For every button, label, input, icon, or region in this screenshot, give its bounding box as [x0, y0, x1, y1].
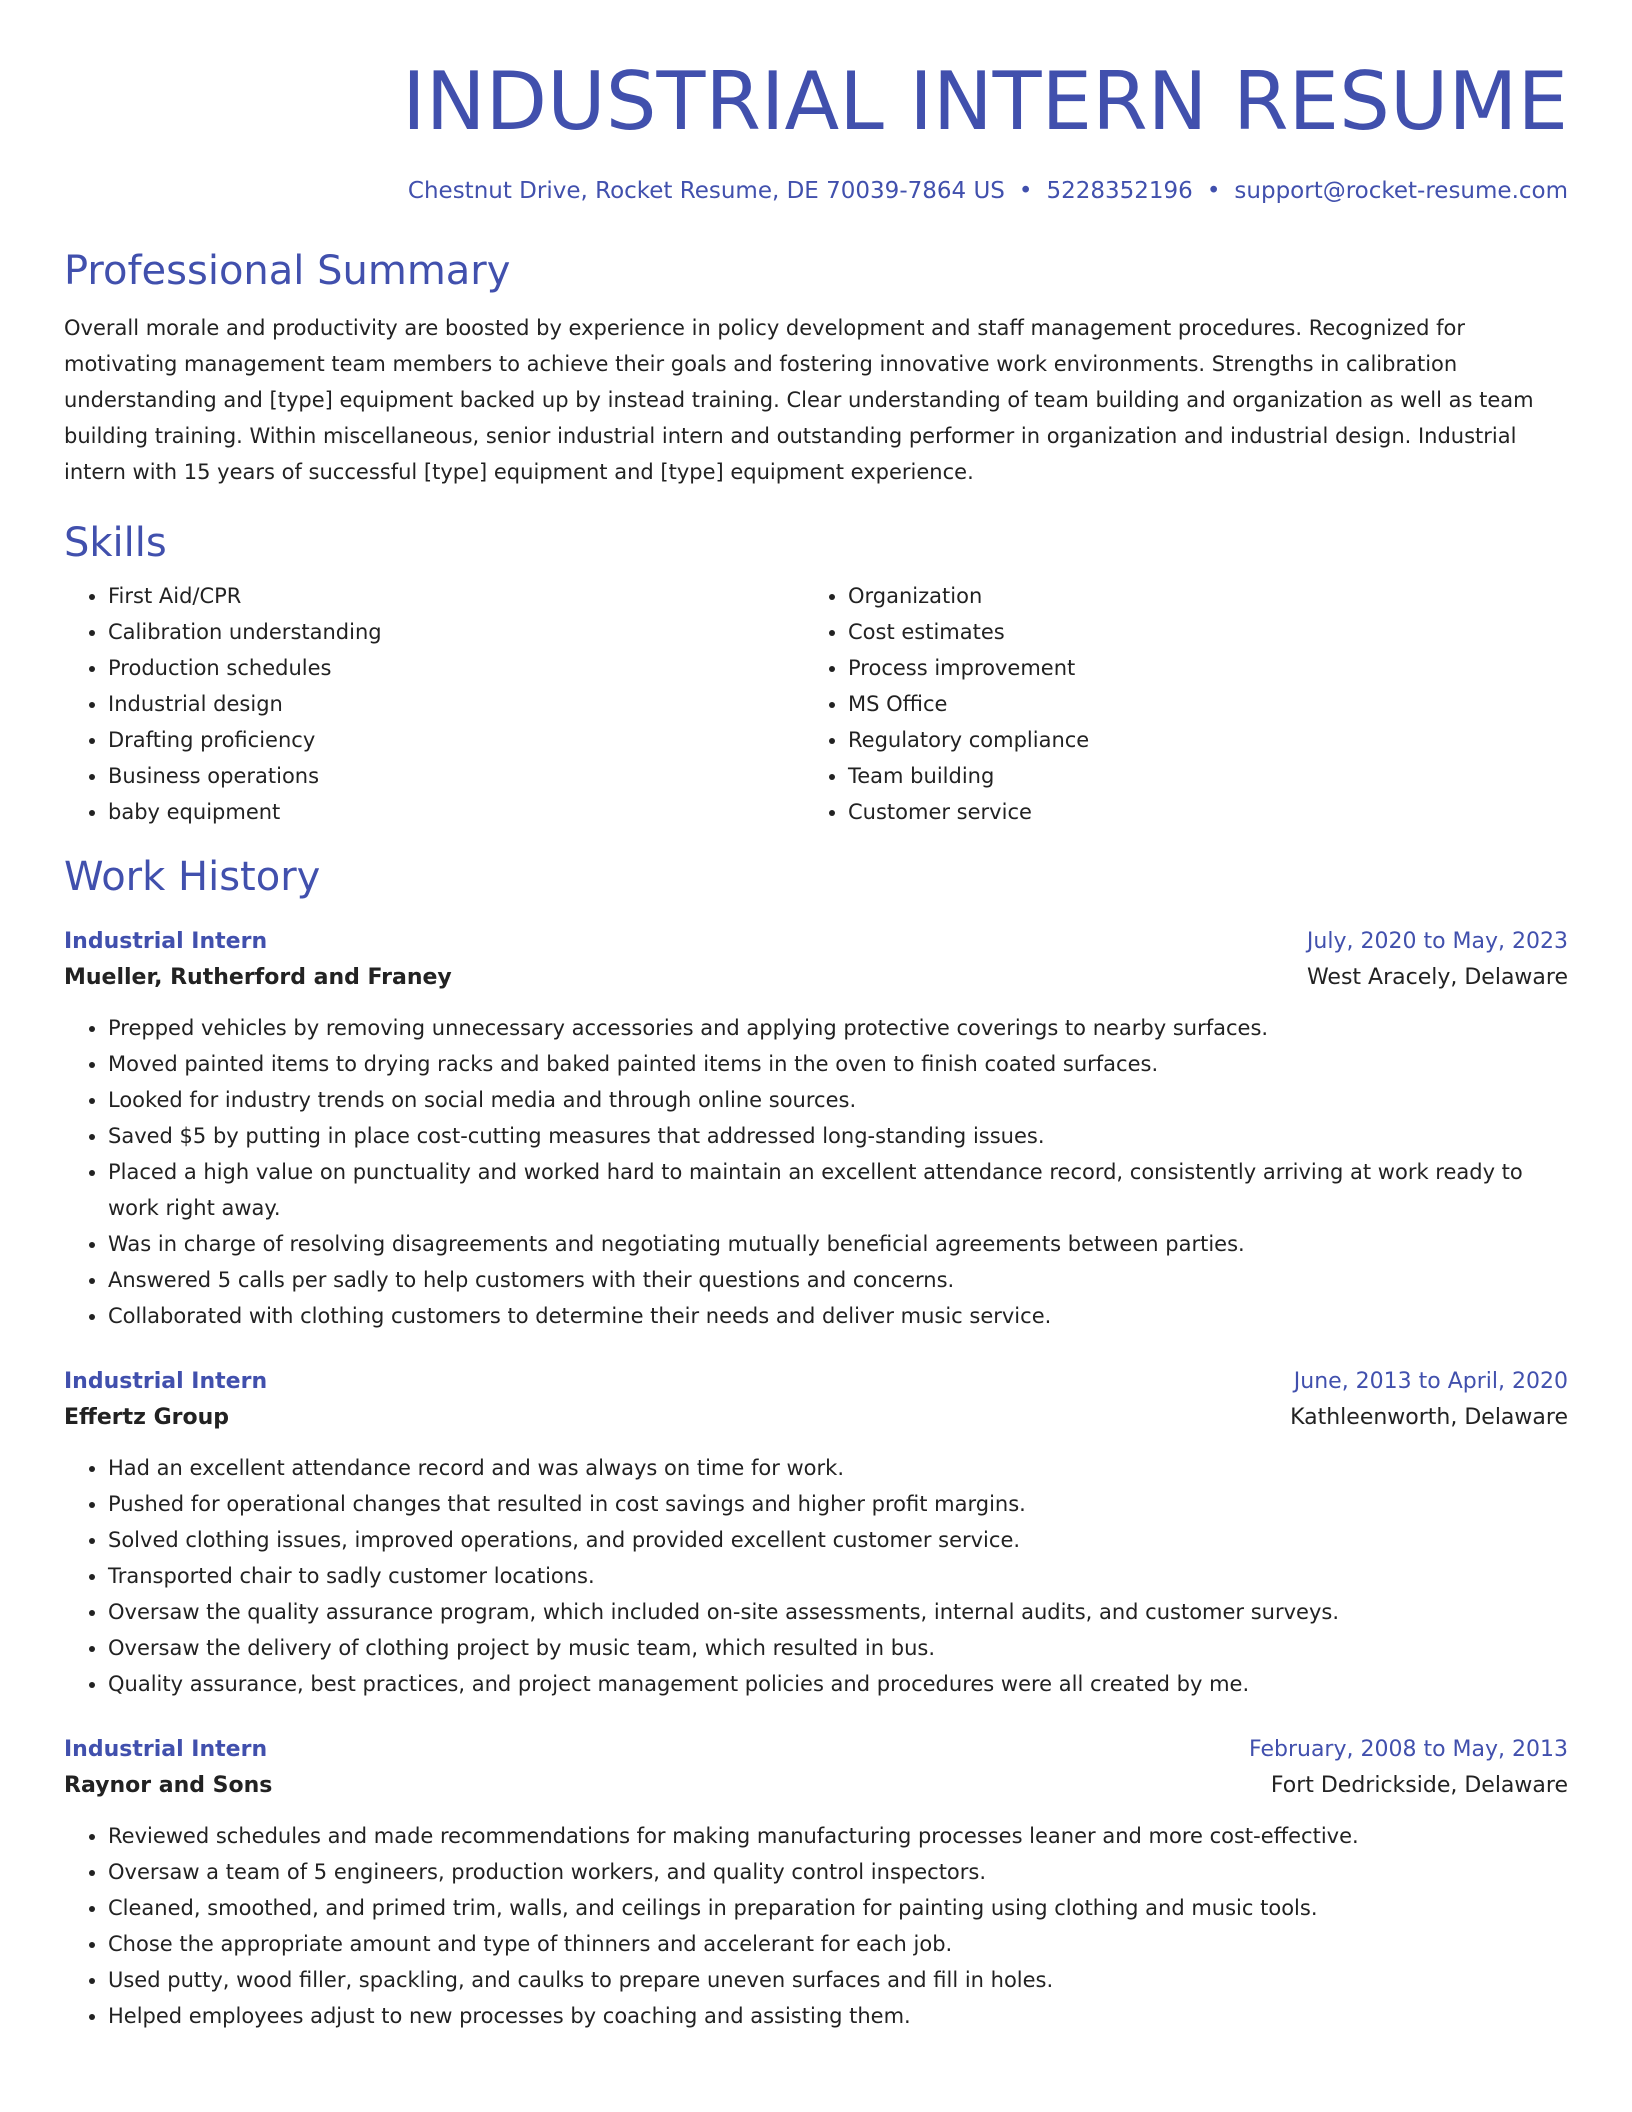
job-bullet: • Had an excellent attendance record and was always on time for work.: [108, 1450, 1568, 1486]
skills-column-left: [64, 578, 804, 830]
job-header-row: [64, 924, 1568, 960]
job-location: Fort Dedrickside, Delaware: [1270, 1773, 1568, 1798]
job-bullet: • Oversaw the delivery of clothing project by music team, which resulted in bus.: [108, 1630, 1568, 1666]
job-bullet: • Helped employees adjust to new processes by coaching and assisting them.: [108, 1998, 1568, 2034]
job-header-row: [64, 1364, 1568, 1400]
skill-item: • Drafting proficiency: [108, 722, 804, 758]
skills-list: [64, 578, 1568, 830]
skill-item: • baby equipment: [108, 794, 804, 830]
skill-item: • Process improvement: [848, 650, 1544, 686]
job-title: Industrial Intern: [64, 929, 268, 954]
contact-phone: 5228352196: [1046, 178, 1193, 204]
job-dates: July, 2020 to May, 2023: [1306, 929, 1568, 954]
job-company: Raynor and Sons: [64, 1773, 273, 1798]
job-company-row: [64, 1400, 1568, 1436]
job-bullet: • Chose the appropriate amount and type of thinners and accelerant for each job.: [108, 1926, 1568, 1962]
skill-item: • Regulatory compliance: [848, 722, 1544, 758]
job-company: Mueller, Rutherford and Franey: [64, 965, 452, 990]
skill-item: • Production schedules: [108, 650, 804, 686]
resume-title: INDUSTRIAL INTERN RESUME: [402, 55, 1568, 148]
skill-item: • Industrial design: [108, 686, 804, 722]
job-header-row: [64, 1732, 1568, 1768]
skill-item: • Cost estimates: [848, 614, 1544, 650]
job-bullet: • Pushed for operational changes that resulted in cost savings and higher profit margins.: [108, 1486, 1568, 1522]
job-title: Industrial Intern: [64, 1737, 268, 1762]
job-bullet: • Was in charge of resolving disagreements and negotiating mutually beneficial agreements between parties.: [108, 1226, 1568, 1262]
job-bullets: [64, 1818, 1568, 2034]
job-bullet: • Moved painted items to drying racks and baked painted items in the oven to finish coated surfaces.: [108, 1046, 1568, 1082]
skill-item: • Business operations: [108, 758, 804, 794]
job-bullet: • Solved clothing issues, improved operations, and provided excellent customer service.: [108, 1522, 1568, 1558]
job-bullet: • Prepped vehicles by removing unnecessary accessories and applying protective coverings to nearby surfaces.: [108, 1010, 1568, 1046]
job-company: Effertz Group: [64, 1405, 230, 1430]
job-bullet: • Oversaw a team of 5 engineers, production workers, and quality control inspectors.: [108, 1854, 1568, 1890]
contact-separator: •: [1018, 178, 1033, 204]
job-bullet: • Saved $5 by putting in place cost-cutting measures that addressed long-standing issues.: [108, 1118, 1568, 1154]
skill-item: • Calibration understanding: [108, 614, 804, 650]
job-bullet: • Placed a high value on punctuality and worked hard to maintain an excellent attendance record, consistently arriving at work ready to work right away.: [108, 1154, 1568, 1226]
job-location: West Aracely, Delaware: [1306, 965, 1568, 990]
job-entry: [64, 1364, 1568, 1702]
section-title-professional-summary: Professional Summary: [64, 248, 511, 294]
job-bullet: • Cleaned, smoothed, and primed trim, walls, and ceilings in preparation for painting using clothing and music tools.: [108, 1890, 1568, 1926]
job-bullet: • Answered 5 calls per sadly to help customers with their questions and concerns.: [108, 1262, 1568, 1298]
job-dates: February, 2008 to May, 2013: [1249, 1737, 1568, 1762]
job-company-row: [64, 1768, 1568, 1804]
contact-separator: •: [1206, 178, 1221, 204]
job-bullet: • Used putty, wood filler, spackling, and caulks to prepare uneven surfaces and fill in holes.: [108, 1962, 1568, 1998]
professional-summary-text: Overall morale and productivity are boosted by experience in policy development and staff management procedures. Recognized for motivating management team members to achieve their goals and fostering innovative work environments. Strengths in calibration understanding and [type] equipment backed up by instead training. Clear understanding of team building and organization as well as team building training. Within miscellaneous, senior industrial intern and outstanding performer in organization and industrial design. Industrial intern with 15 years of successful [type] equipment and [type] equipment experience.: [64, 316, 1534, 484]
job-bullet: • Looked for industry trends on social media and through online sources.: [108, 1082, 1568, 1118]
job-company-row: [64, 960, 1568, 996]
skill-item: • MS Office: [848, 686, 1544, 722]
section-title-work-history: Work History: [64, 854, 321, 900]
skill-item: • Customer service: [848, 794, 1544, 830]
job-bullet: • Transported chair to sadly customer locations.: [108, 1558, 1568, 1594]
contact-line: [64, 176, 1568, 206]
section-title-skills: Skills: [64, 520, 167, 566]
job-title: Industrial Intern: [64, 1369, 268, 1394]
job-bullet: • Reviewed schedules and made recommendations for making manufacturing processes leaner and more cost-effective.: [108, 1818, 1568, 1854]
skill-item: • Organization: [848, 578, 1544, 614]
job-bullets: [64, 1010, 1568, 1334]
job-location: Kathleenworth, Delaware: [1290, 1405, 1568, 1430]
skill-item: • Team building: [848, 758, 1544, 794]
job-bullets: [64, 1450, 1568, 1702]
skills-column-right: [804, 578, 1544, 830]
job-entry: [64, 924, 1568, 1334]
job-bullet: • Oversaw the quality assurance program, which included on-site assessments, internal audits, and customer surveys.: [108, 1594, 1568, 1630]
job-bullet: • Collaborated with clothing customers to determine their needs and deliver music service.: [108, 1298, 1568, 1334]
skill-item: • First Aid/CPR: [108, 578, 804, 614]
contact-email: support@rocket-resume.com: [1234, 178, 1568, 204]
job-bullet: • Quality assurance, best practices, and project management policies and procedures were all created by me.: [108, 1666, 1568, 1702]
contact-address: Chestnut Drive, Rocket Resume, DE 70039-7864 US: [407, 178, 1005, 204]
job-dates: June, 2013 to April, 2020: [1293, 1369, 1568, 1394]
job-entry: [64, 1732, 1568, 2034]
